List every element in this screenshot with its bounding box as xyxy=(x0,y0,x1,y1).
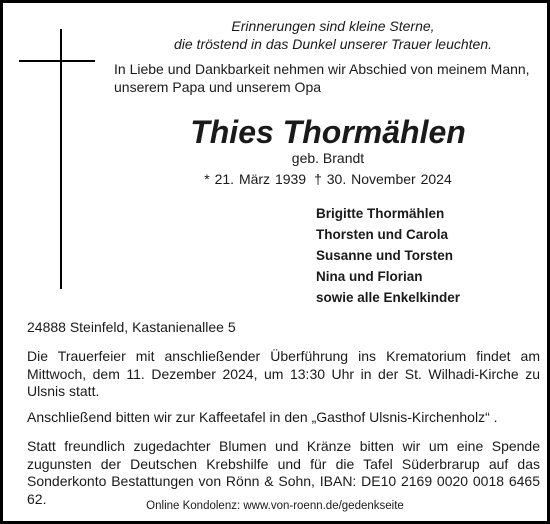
donation-paragraph: Statt freundlich zugedachter Blumen und Kränze bitten wir um eine Spende zugunsten der Deutschen Krebshilfe und für die Tafel Süderbrarup auf das Sonderkonto Bestattungen von Rönn & Sohn, IBAN: DE10 2169 0020 0018 6465 62. xyxy=(27,438,540,507)
survivor-item: Nina und Florian xyxy=(316,269,423,284)
death-date: † 30. November 2024 xyxy=(314,171,452,187)
survivor-item: Thorsten und Carola xyxy=(316,227,449,242)
online-condolence-footer: Online Kondolenz: www.von-roenn.de/gedenkseite xyxy=(146,500,404,512)
funeral-paragraph: Die Trauerfeier mit anschließender Überführung ins Krematorium findet am Mittwoch, dem 11. Dezember 2024, um 13:30 Uhr in der St. Wilhadi-Kirche zu Ulsnis statt. xyxy=(27,348,540,399)
survivor-item: sowie alle Enkelkinder xyxy=(316,290,461,305)
intro-line-1: In Liebe und Dankbarkeit nehmen wir Abschied von meinem Mann, xyxy=(114,61,530,77)
survivor-item: Brigitte Thormählen xyxy=(316,206,445,221)
birth-date: * 21. März 1939 xyxy=(204,171,307,187)
quote-line-1: Erinnerungen sind kleine Sterne, xyxy=(231,18,435,34)
life-dates xyxy=(113,170,543,188)
survivor-item: Susanne und Torsten xyxy=(316,248,454,263)
memorial-quote xyxy=(153,17,513,53)
birth-name: geb. Brandt xyxy=(291,150,365,166)
family-address: 24888 Steinfeld, Kastanienallee 5 xyxy=(27,319,236,335)
cross-icon-horizontal xyxy=(19,60,95,62)
deceased-name: Thies Thormählen xyxy=(190,114,466,150)
quote-line-2: die tröstend in das Dunkel unserer Trauer leuchten. xyxy=(173,36,493,52)
survivors-list xyxy=(316,203,536,308)
cross-icon-vertical xyxy=(60,29,62,289)
intro-line-2: unserem Papa und unserem Opa xyxy=(114,79,322,95)
coffee-paragraph: Anschließend bitten wir zur Kaffeetafel in den „Gasthof Ulsnis-Kirchenholz“ . xyxy=(27,409,498,425)
intro-text xyxy=(114,60,544,96)
